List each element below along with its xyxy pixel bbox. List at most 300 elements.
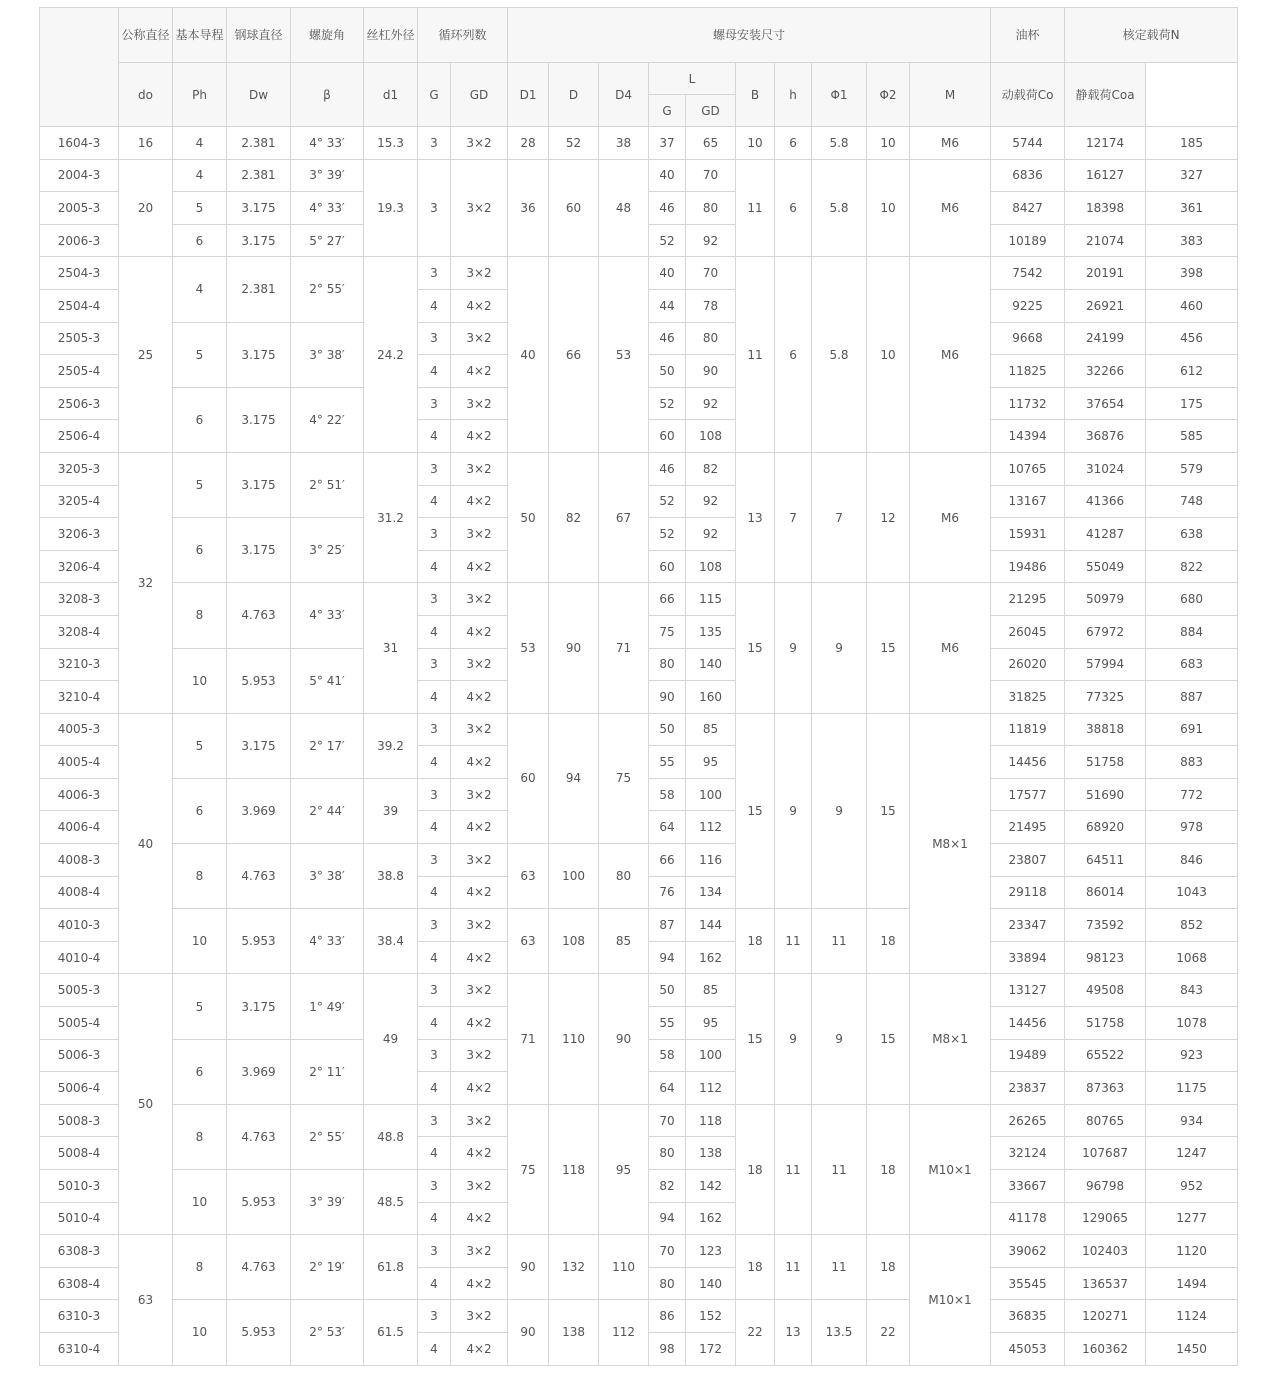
- cell-L-G: 94: [649, 1202, 686, 1235]
- cell-D4: 53: [599, 257, 649, 453]
- cell-L-G: 70: [649, 1235, 686, 1268]
- cell-g: 4: [418, 1007, 451, 1040]
- cell-dyn-load: 39062: [991, 1235, 1065, 1268]
- cell-static-load: 107687: [1065, 1137, 1146, 1170]
- cell-beta: 2° 19′: [291, 1235, 364, 1300]
- cell-h: 9: [775, 583, 812, 713]
- cell-static-load: 96798: [1065, 1170, 1146, 1203]
- cell-M: M6: [910, 452, 991, 582]
- cell-D1: 60: [508, 713, 549, 843]
- cell-phi1: 13.5: [812, 1300, 867, 1365]
- cell-rigidity: 1450: [1146, 1332, 1238, 1365]
- cell-L-GD: 108: [686, 550, 736, 583]
- cell-ph: 6: [173, 224, 227, 257]
- cell-dyn-load: 21295: [991, 583, 1065, 616]
- cell-rigidity: 884: [1146, 615, 1238, 648]
- cell-static-load: 64511: [1065, 844, 1146, 877]
- header-circuits: 循环列数: [418, 8, 508, 63]
- cell-dyn-load: 32124: [991, 1137, 1065, 1170]
- cell-rigidity: 1494: [1146, 1267, 1238, 1300]
- cell-beta: 3° 39′: [291, 159, 364, 192]
- cell-d1: 24.2: [364, 257, 418, 453]
- cell-gd: 3×2: [451, 909, 508, 942]
- cell-L-GD: 172: [686, 1332, 736, 1365]
- cell-model: 6308-3: [40, 1235, 119, 1268]
- cell-g: 4: [418, 941, 451, 974]
- cell-rigidity: 772: [1146, 778, 1238, 811]
- cell-static-load: 32266: [1065, 355, 1146, 388]
- cell-L-G: 64: [649, 811, 686, 844]
- cell-L-GD: 142: [686, 1170, 736, 1203]
- cell-beta: 3° 38′: [291, 844, 364, 909]
- cell-model: 5005-3: [40, 974, 119, 1007]
- cell-static-load: 49508: [1065, 974, 1146, 1007]
- table-row: [40, 1104, 1238, 1137]
- cell-L-GD: 144: [686, 909, 736, 942]
- cell-L-GD: 115: [686, 583, 736, 616]
- cell-D4: 80: [599, 844, 649, 909]
- cell-M: M8×1: [910, 974, 991, 1104]
- cell-B: 18: [736, 909, 775, 974]
- cell-ph: 8: [173, 1235, 227, 1300]
- cell-gd: 4×2: [451, 289, 508, 322]
- cell-ph: 5: [173, 713, 227, 778]
- cell-beta: 2° 51′: [291, 452, 364, 517]
- cell-phi2: 15: [867, 583, 910, 713]
- cell-L-GD: 85: [686, 713, 736, 746]
- cell-dyn-load: 45053: [991, 1332, 1065, 1365]
- cell-L-GD: 95: [686, 1007, 736, 1040]
- cell-dyn-load: 17577: [991, 778, 1065, 811]
- cell-L-G: 46: [649, 322, 686, 355]
- cell-L-GD: 152: [686, 1300, 736, 1333]
- cell-gd: 4×2: [451, 811, 508, 844]
- cell-L-GD: 90: [686, 355, 736, 388]
- cell-dyn-load: 19486: [991, 550, 1065, 583]
- cell-L-GD: 80: [686, 322, 736, 355]
- cell-static-load: 57994: [1065, 648, 1146, 681]
- cell-model: 3208-3: [40, 583, 119, 616]
- cell-D1: 36: [508, 159, 549, 257]
- cell-rigidity: 585: [1146, 420, 1238, 453]
- cell-D4: 38: [599, 127, 649, 160]
- cell-model: 3208-4: [40, 615, 119, 648]
- cell-model: 3206-4: [40, 550, 119, 583]
- cell-D4: 71: [599, 583, 649, 713]
- cell-g: 4: [418, 1137, 451, 1170]
- cell-dw: 3.175: [227, 322, 291, 387]
- cell-rigidity: 691: [1146, 713, 1238, 746]
- cell-ph: 10: [173, 1300, 227, 1365]
- cell-D1: 63: [508, 844, 549, 909]
- cell-D1: 90: [508, 1235, 549, 1300]
- cell-beta: 4° 22′: [291, 387, 364, 452]
- cell-d1: 39: [364, 778, 418, 843]
- cell-d1: 48.5: [364, 1170, 418, 1235]
- cell-L-G: 70: [649, 1104, 686, 1137]
- cell-L-G: 64: [649, 1072, 686, 1105]
- cell-M: M8×1: [910, 713, 991, 974]
- cell-static-load: 51758: [1065, 746, 1146, 779]
- cell-static-load: 24199: [1065, 322, 1146, 355]
- cell-dyn-load: 10189: [991, 224, 1065, 257]
- cell-h: 6: [775, 257, 812, 453]
- cell-d1: 38.4: [364, 909, 418, 974]
- cell-dw: 4.763: [227, 1104, 291, 1169]
- cell-L-G: 60: [649, 420, 686, 453]
- cell-beta: 5° 27′: [291, 224, 364, 257]
- cell-static-load: 50979: [1065, 583, 1146, 616]
- cell-g: 3: [418, 322, 451, 355]
- cell-gd: 3×2: [451, 322, 508, 355]
- cell-do: 25: [119, 257, 173, 453]
- cell-dyn-load: 11825: [991, 355, 1065, 388]
- cell-gd: 3×2: [451, 452, 508, 485]
- cell-L-G: 58: [649, 778, 686, 811]
- cell-rigidity: 456: [1146, 322, 1238, 355]
- cell-h: 13: [775, 1300, 812, 1365]
- cell-M: M10×1: [910, 1104, 991, 1234]
- cell-D4: 112: [599, 1300, 649, 1365]
- cell-ph: 8: [173, 844, 227, 909]
- cell-phi2: 22: [867, 1300, 910, 1365]
- header-gd: GD: [451, 63, 508, 127]
- header-nut-dims: 螺母安装尺寸: [508, 8, 991, 63]
- header-D: D: [549, 63, 599, 127]
- cell-ph: 6: [173, 1039, 227, 1104]
- cell-D: 60: [549, 159, 599, 257]
- cell-static-load: 77325: [1065, 681, 1146, 714]
- cell-gd: 3×2: [451, 257, 508, 290]
- cell-B: 15: [736, 974, 775, 1104]
- cell-model: 3210-4: [40, 681, 119, 714]
- cell-D: 100: [549, 844, 599, 909]
- cell-L-GD: 140: [686, 648, 736, 681]
- cell-L-G: 46: [649, 192, 686, 225]
- cell-static-load: 21074: [1065, 224, 1146, 257]
- cell-static-load: 31024: [1065, 452, 1146, 485]
- cell-gd: 3×2: [451, 648, 508, 681]
- table-row: [40, 713, 1238, 746]
- cell-dw: 2.381: [227, 159, 291, 192]
- header-lead: 基本导程: [173, 8, 227, 63]
- cell-static-load: 36876: [1065, 420, 1146, 453]
- cell-dyn-load: 19489: [991, 1039, 1065, 1072]
- cell-B: 22: [736, 1300, 775, 1365]
- cell-dyn-load: 36835: [991, 1300, 1065, 1333]
- cell-gd: 3×2: [451, 127, 508, 160]
- cell-rigidity: 1043: [1146, 876, 1238, 909]
- cell-M: M6: [910, 583, 991, 713]
- cell-D: 82: [549, 452, 599, 582]
- cell-L-GD: 140: [686, 1267, 736, 1300]
- cell-L-G: 52: [649, 224, 686, 257]
- cell-gd: 4×2: [451, 1267, 508, 1300]
- cell-model: 2505-4: [40, 355, 119, 388]
- cell-dyn-load: 35545: [991, 1267, 1065, 1300]
- header-nominal-diameter: 公称直径: [119, 8, 173, 63]
- cell-beta: 4° 33′: [291, 192, 364, 225]
- cell-dyn-load: 10765: [991, 452, 1065, 485]
- cell-L-G: 66: [649, 583, 686, 616]
- cell-g: 3: [418, 1104, 451, 1137]
- cell-beta: 2° 55′: [291, 257, 364, 322]
- cell-h: 11: [775, 909, 812, 974]
- cell-do: 32: [119, 452, 173, 713]
- cell-D: 138: [549, 1300, 599, 1365]
- cell-dw: 4.763: [227, 583, 291, 648]
- cell-ph: 8: [173, 1104, 227, 1169]
- cell-beta: 1° 49′: [291, 974, 364, 1039]
- cell-L-GD: 134: [686, 876, 736, 909]
- cell-ph: 4: [173, 159, 227, 192]
- cell-phi1: 9: [812, 583, 867, 713]
- cell-L-G: 76: [649, 876, 686, 909]
- cell-beta: 4° 33′: [291, 583, 364, 648]
- cell-dyn-load: 26020: [991, 648, 1065, 681]
- cell-dyn-load: 41178: [991, 1202, 1065, 1235]
- cell-gd: 4×2: [451, 1007, 508, 1040]
- cell-g: 3: [418, 778, 451, 811]
- header-dw: Dw: [227, 63, 291, 127]
- cell-L-GD: 85: [686, 974, 736, 1007]
- cell-phi2: 18: [867, 909, 910, 974]
- table-row: [40, 127, 1238, 160]
- header-ball-diameter: 钢球直径: [227, 8, 291, 63]
- cell-g: 4: [418, 485, 451, 518]
- cell-L-GD: 100: [686, 778, 736, 811]
- cell-model: 2005-3: [40, 192, 119, 225]
- cell-rigidity: 579: [1146, 452, 1238, 485]
- cell-model: 5010-3: [40, 1170, 119, 1203]
- cell-model: 2506-3: [40, 387, 119, 420]
- cell-gd: 4×2: [451, 876, 508, 909]
- cell-d1: 61.5: [364, 1300, 418, 1365]
- header-D4: D4: [599, 63, 649, 127]
- cell-gd: 3×2: [451, 1235, 508, 1268]
- cell-static-load: 98123: [1065, 941, 1146, 974]
- cell-rigidity: 612: [1146, 355, 1238, 388]
- cell-dyn-load: 23347: [991, 909, 1065, 942]
- cell-L-GD: 92: [686, 485, 736, 518]
- cell-L-G: 52: [649, 485, 686, 518]
- cell-beta: 4° 33′: [291, 127, 364, 160]
- cell-dw: 4.763: [227, 1235, 291, 1300]
- cell-L-GD: 70: [686, 257, 736, 290]
- cell-dyn-load: 6836: [991, 159, 1065, 192]
- cell-model: 3210-3: [40, 648, 119, 681]
- cell-gd: 3×2: [451, 1170, 508, 1203]
- cell-rigidity: 887: [1146, 681, 1238, 714]
- cell-L-GD: 80: [686, 192, 736, 225]
- cell-rigidity: 1175: [1146, 1072, 1238, 1105]
- cell-model: 2006-3: [40, 224, 119, 257]
- cell-D1: 63: [508, 909, 549, 974]
- header-g: G: [418, 63, 451, 127]
- cell-model: 4010-3: [40, 909, 119, 942]
- cell-ph: 10: [173, 909, 227, 974]
- cell-M: M10×1: [910, 1235, 991, 1365]
- cell-L-G: 66: [649, 844, 686, 877]
- table-row: [40, 257, 1238, 290]
- cell-D1: 40: [508, 257, 549, 453]
- cell-L-GD: 162: [686, 941, 736, 974]
- cell-g: 4: [418, 355, 451, 388]
- cell-dyn-load: 11732: [991, 387, 1065, 420]
- cell-static-load: 67972: [1065, 615, 1146, 648]
- cell-dyn-load: 14456: [991, 1007, 1065, 1040]
- cell-static-load: 38818: [1065, 713, 1146, 746]
- cell-L-G: 60: [649, 550, 686, 583]
- cell-L-G: 80: [649, 648, 686, 681]
- cell-ph: 10: [173, 1170, 227, 1235]
- cell-gd: 3×2: [451, 844, 508, 877]
- cell-phi2: 15: [867, 974, 910, 1104]
- cell-static-load: 86014: [1065, 876, 1146, 909]
- cell-g: 3: [418, 159, 451, 257]
- cell-ph: 4: [173, 257, 227, 322]
- cell-M: M6: [910, 127, 991, 160]
- cell-model: 4010-4: [40, 941, 119, 974]
- cell-B: 15: [736, 583, 775, 713]
- cell-L-G: 40: [649, 159, 686, 192]
- cell-L-G: 75: [649, 615, 686, 648]
- cell-gd: 4×2: [451, 1202, 508, 1235]
- cell-dw: 5.953: [227, 1170, 291, 1235]
- cell-dw: 3.175: [227, 224, 291, 257]
- cell-D1: 50: [508, 452, 549, 582]
- cell-g: 4: [418, 615, 451, 648]
- cell-g: 3: [418, 844, 451, 877]
- cell-ph: 5: [173, 974, 227, 1039]
- cell-dw: 2.381: [227, 127, 291, 160]
- cell-gd: 3×2: [451, 974, 508, 1007]
- cell-model: 4005-4: [40, 746, 119, 779]
- cell-g: 3: [418, 909, 451, 942]
- cell-g: 4: [418, 420, 451, 453]
- header-phi1: Φ1: [812, 63, 867, 127]
- cell-static-load: 51758: [1065, 1007, 1146, 1040]
- cell-D: 52: [549, 127, 599, 160]
- cell-gd: 3×2: [451, 159, 508, 257]
- cell-gd: 4×2: [451, 1137, 508, 1170]
- cell-L-G: 82: [649, 1170, 686, 1203]
- cell-dw: 5.953: [227, 648, 291, 713]
- cell-B: 10: [736, 127, 775, 160]
- cell-d1: 49: [364, 974, 418, 1104]
- cell-static-load: 26921: [1065, 289, 1146, 322]
- cell-g: 3: [418, 1300, 451, 1333]
- cell-static-load: 41287: [1065, 518, 1146, 551]
- cell-model: 6310-3: [40, 1300, 119, 1333]
- cell-dyn-load: 5744: [991, 127, 1065, 160]
- cell-B: 11: [736, 159, 775, 257]
- cell-L-GD: 118: [686, 1104, 736, 1137]
- cell-dw: 3.175: [227, 452, 291, 517]
- cell-dw: 5.953: [227, 1300, 291, 1365]
- cell-L-GD: 112: [686, 811, 736, 844]
- header-h: h: [775, 63, 812, 127]
- cell-D4: 90: [599, 974, 649, 1104]
- cell-D4: 67: [599, 452, 649, 582]
- cell-gd: 4×2: [451, 1072, 508, 1105]
- cell-rigidity: 680: [1146, 583, 1238, 616]
- cell-gd: 4×2: [451, 746, 508, 779]
- cell-model: 5005-4: [40, 1007, 119, 1040]
- cell-ph: 4: [173, 127, 227, 160]
- cell-g: 4: [418, 550, 451, 583]
- cell-static-load: 16127: [1065, 159, 1146, 192]
- cell-rigidity: 852: [1146, 909, 1238, 942]
- header-helix-angle: 螺旋角: [291, 8, 364, 63]
- header-ph: Ph: [173, 63, 227, 127]
- cell-L-GD: 108: [686, 420, 736, 453]
- cell-model: 5006-4: [40, 1072, 119, 1105]
- cell-L-GD: 100: [686, 1039, 736, 1072]
- cell-g: 4: [418, 1072, 451, 1105]
- cell-L-G: 46: [649, 452, 686, 485]
- cell-g: 4: [418, 289, 451, 322]
- header-L-G: G: [649, 95, 686, 127]
- header-static-load: 静载荷Coa: [1065, 63, 1146, 127]
- cell-g: 4: [418, 1267, 451, 1300]
- cell-gd: 4×2: [451, 1332, 508, 1365]
- cell-rigidity: 361: [1146, 192, 1238, 225]
- cell-rigidity: 822: [1146, 550, 1238, 583]
- cell-phi1: 7: [812, 452, 867, 582]
- cell-dw: 3.969: [227, 778, 291, 843]
- cell-dyn-load: 13127: [991, 974, 1065, 1007]
- cell-dw: 5.953: [227, 909, 291, 974]
- cell-model: 4006-3: [40, 778, 119, 811]
- cell-gd: 3×2: [451, 778, 508, 811]
- cell-ph: 5: [173, 192, 227, 225]
- cell-rigidity: 846: [1146, 844, 1238, 877]
- cell-L-GD: 65: [686, 127, 736, 160]
- cell-gd: 4×2: [451, 485, 508, 518]
- cell-static-load: 12174: [1065, 127, 1146, 160]
- cell-dw: 3.175: [227, 518, 291, 583]
- cell-M: M6: [910, 159, 991, 257]
- cell-phi1: 9: [812, 974, 867, 1104]
- cell-model: 5008-4: [40, 1137, 119, 1170]
- cell-gd: 3×2: [451, 583, 508, 616]
- cell-L-GD: 70: [686, 159, 736, 192]
- cell-D4: 75: [599, 713, 649, 843]
- cell-phi1: 5.8: [812, 159, 867, 257]
- cell-D: 66: [549, 257, 599, 453]
- cell-dw: 3.969: [227, 1039, 291, 1104]
- cell-L-GD: 92: [686, 518, 736, 551]
- cell-L-GD: 112: [686, 1072, 736, 1105]
- cell-dw: 3.175: [227, 713, 291, 778]
- header-model-blank: [40, 8, 119, 127]
- cell-beta: 2° 53′: [291, 1300, 364, 1365]
- table-row: [40, 1300, 1238, 1333]
- cell-L-G: 87: [649, 909, 686, 942]
- cell-L-GD: 138: [686, 1137, 736, 1170]
- cell-ph: 6: [173, 387, 227, 452]
- cell-D1: 53: [508, 583, 549, 713]
- cell-dyn-load: 14394: [991, 420, 1065, 453]
- cell-phi2: 10: [867, 127, 910, 160]
- cell-beta: 3° 25′: [291, 518, 364, 583]
- cell-beta: 2° 55′: [291, 1104, 364, 1169]
- cell-L-G: 52: [649, 387, 686, 420]
- cell-phi1: 5.8: [812, 257, 867, 453]
- cell-dyn-load: 23807: [991, 844, 1065, 877]
- cell-D1: 71: [508, 974, 549, 1104]
